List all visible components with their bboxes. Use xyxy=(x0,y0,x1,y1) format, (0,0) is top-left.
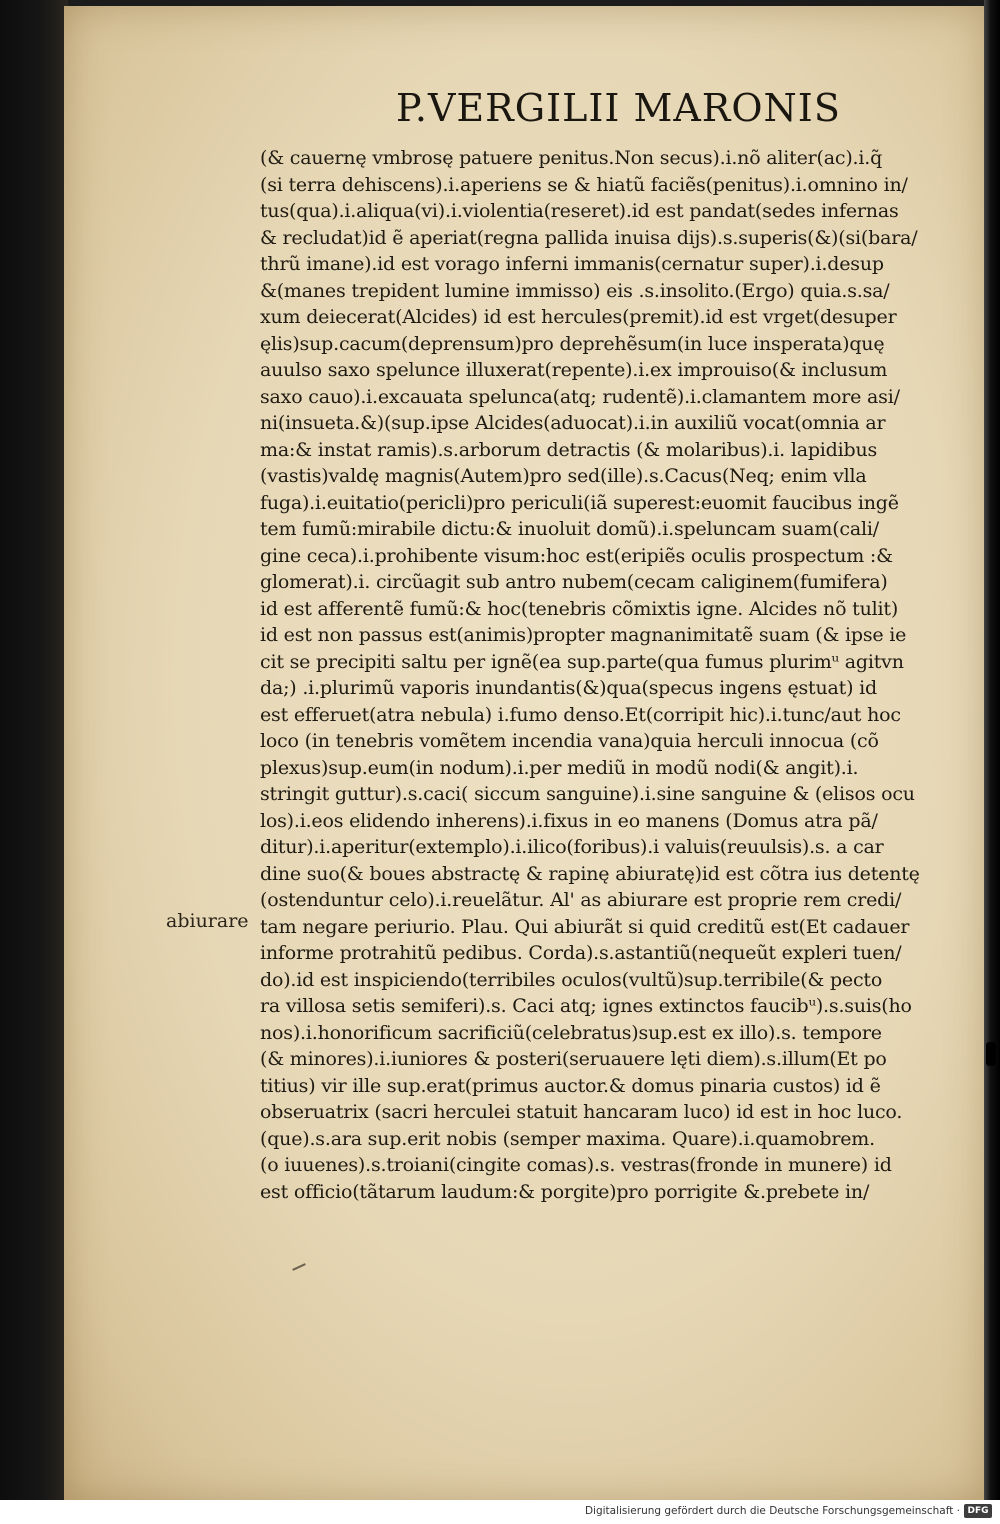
text-line: est efferuet(atra nebula) i.fumo denso.Et(corripit hic).i.tunc/aut hoc xyxy=(260,703,901,726)
text-line: xum deiecerat(Alcides) id est hercules(premit).id est vrget(desuper xyxy=(260,306,897,328)
text-line: cit se precipiti saltu per ignẽ(ea sup.parte(qua fumus plurimᵘ agitvn xyxy=(260,650,904,673)
commentary-text-block xyxy=(260,145,960,1205)
marginal-note: abiurare xyxy=(166,910,249,932)
text-line: gine ceca).i.prohibente visum:hoc est(eripiẽs oculis prospectum :& xyxy=(260,544,893,567)
left-book-edge xyxy=(0,0,68,1500)
text-line: informe protrahitũ pedibus. Corda).s.astantiũ(nequeũt expleri tuen/ xyxy=(260,942,902,964)
dfg-logo-icon: DFG xyxy=(964,1504,992,1518)
text-line: loco (in tenebris vomẽtem incendia vana)quia herculi innocua (cõ xyxy=(260,730,879,752)
right-book-edge xyxy=(984,0,1000,1500)
text-line: fuga).i.euitatio(pericli)pro periculi(iã superest:euomit faucibus ingẽ xyxy=(260,491,899,514)
text-line: dine suo(& boues abstractę & rapinę abiuratę)id est cõtra ius detentę xyxy=(260,862,920,885)
text-line: ditur).i.aperitur(extemplo).i.ilico(foribus).i valuis(reuulsis).s. a car xyxy=(260,836,884,858)
text-line: titius) vir ille sup.erat(primus auctor.& domus pinaria custos) id ẽ xyxy=(260,1074,881,1097)
text-line: glomerat).i. circũagit sub antro nubem(cecam caliginem(fumifera) xyxy=(260,571,888,593)
text-line: obseruatrix (sacri herculei statuit hancaram luco) id est in hoc luco. xyxy=(260,1101,903,1123)
text-line: nos).i.honorificum sacrificiũ(celebratus)sup.est ex illo).s. tempore xyxy=(260,1021,882,1044)
text-line: (si terra dehiscens).i.aperiens se & hiatũ faciẽs(penitus).i.omnino in/ xyxy=(260,173,908,196)
text-line: da;) .i.plurimũ vaporis inundantis(&)qua(specus ingens ęstuat) id xyxy=(260,677,877,699)
text-line: plexus)sup.eum(in nodum).i.per mediũ in modũ nodi(& angit).i. xyxy=(260,756,859,779)
text-line: id est non passus est(animis)propter magnanimitatẽ suam (& ipse ie xyxy=(260,624,907,646)
text-line: id est afferentẽ fumũ:& hoc(tenebris cõmixtis igne. Alcides nõ tulit) xyxy=(260,597,899,620)
text-line: tus(qua).i.aliqua(vi).i.violentia(reseret).id est pandat(sedes infernas xyxy=(260,200,899,222)
digitization-footer xyxy=(0,1500,1000,1524)
text-line: stringit guttur).s.caci( siccum sanguine).i.sine sanguine & (elisos ocu xyxy=(260,783,915,805)
text-line: ra villosa setis semiferi).s. Caci atq; ignes extinctos faucibᵘ).s.suis(ho xyxy=(260,995,912,1017)
text-line: (vastis)valdę magnis(Autem)pro sed(ille).s.Cacus(Neq; enim vlla xyxy=(260,465,867,487)
text-line: los).i.eos elidendo inherens).i.fixus in eo manens (Domus atra pã/ xyxy=(260,809,878,832)
text-line: auulso saxo spelunce illuxerat(repente).i.ex improuiso(& inclusum xyxy=(260,359,888,381)
text-line: (que).s.ara sup.erit nobis (semper maxima. Quare).i.quamobrem. xyxy=(260,1127,875,1150)
text-line: (o iuuenes).s.troiani(cingite comas).s. vestras(fronde in munere) id xyxy=(260,1154,892,1176)
text-line: ni(insueta.&)(sup.ipse Alcides(aduocat).i.in auxiliũ vocat(omnia ar xyxy=(260,412,886,434)
text-line: tem fumũ:mirabile dictu:& inuoluit domũ).i.speluncam suam(cali/ xyxy=(260,518,879,540)
page-clip-mark xyxy=(986,1042,996,1066)
text-line: ęlis)sup.cacum(deprensum)pro deprehẽsum(in luce insperata)quę xyxy=(260,332,885,355)
text-line: saxo cauo).i.excauata spelunca(atq; rudentẽ).i.clamantem more asi/ xyxy=(260,385,900,408)
text-line: do).id est inspiciendo(terribiles oculos(vultũ)sup.terribile(& pecto xyxy=(260,968,883,991)
text-line: (& cauernę vmbrosę patuere penitus.Non secus).i.nõ aliter(ac).i.q̃ xyxy=(260,147,883,169)
text-line: &(manes trepident lumine immisso) eis .s.insolito.(Ergo) quia.s.sa/ xyxy=(260,279,890,302)
text-line: tam negare periurio. Plau. Qui abiurãt si quid creditũ est(Et cadauer xyxy=(260,915,910,938)
text-line: (& minores).i.iuniores & posteri(seruauere lęti diem).s.illum(Et po xyxy=(260,1048,887,1070)
running-head: P.VERGILII MARONIS xyxy=(396,86,841,130)
text-line: & recludat)id ẽ aperiat(regna pallida inuisa dijs).s.superis(&)(si(bara/ xyxy=(260,226,918,249)
text-line: est officio(tãtarum laudum:& porgite)pro porrigite &.prebete in/ xyxy=(260,1180,870,1203)
funding-credit: Digitalisierung gefördert durch die Deutsche Forschungsgemeinschaft · xyxy=(584,1505,960,1517)
text-line: ma:& instat ramis).s.arborum detractis (& molaribus).i. lapidibus xyxy=(260,438,878,461)
text-line: thrũ imane).id est vorago inferni immanis(cernatur super).i.desup xyxy=(260,253,884,275)
text-line: (ostenduntur celo).i.reuelãtur. Al' as abiurare est proprie rem credi/ xyxy=(260,889,902,911)
